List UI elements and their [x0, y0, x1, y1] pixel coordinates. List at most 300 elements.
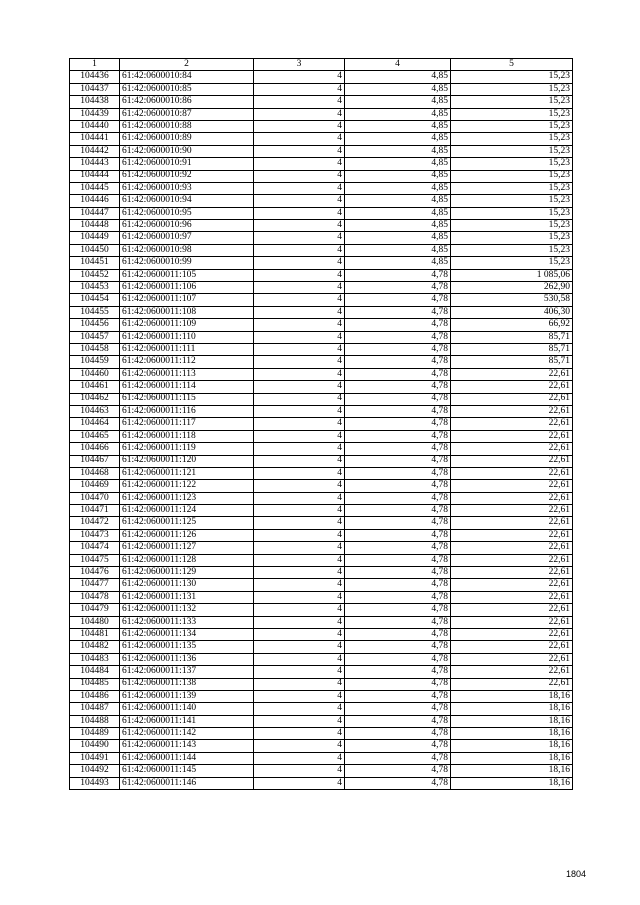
table-cell-col-4: 4,78	[345, 430, 451, 442]
table-cell-col-2: 61:42:0600011:141	[120, 715, 254, 727]
table-cell-col-5: 15,23	[451, 108, 573, 120]
table-cell-col-1: 104473	[70, 529, 120, 541]
table-cell-col-4: 4,78	[345, 628, 451, 640]
table-cell-col-3: 4	[254, 319, 345, 331]
table-cell-col-4: 4,78	[345, 505, 451, 517]
table-cell-col-2: 61:42:0600010:84	[120, 71, 254, 83]
table-row	[70, 108, 573, 120]
table-cell-col-4: 4,78	[345, 777, 451, 789]
table-cell-col-5: 15,23	[451, 96, 573, 108]
table-cell-col-5: 1 085,06	[451, 269, 573, 281]
table-cell-col-3: 4	[254, 480, 345, 492]
table-row	[70, 232, 573, 244]
table-cell-col-3: 4	[254, 641, 345, 653]
table-cell-col-2: 61:42:0600011:116	[120, 405, 254, 417]
column-header-4: 4	[345, 59, 451, 71]
table-cell-col-4: 4,78	[345, 666, 451, 678]
table-cell-col-5: 22,61	[451, 616, 573, 628]
table-cell-col-5: 15,23	[451, 71, 573, 83]
table-cell-col-1: 104474	[70, 542, 120, 554]
table-cell-col-3: 4	[254, 492, 345, 504]
table-cell-col-4: 4,78	[345, 331, 451, 343]
table-cell-col-2: 61:42:0600011:140	[120, 703, 254, 715]
table-cell-col-3: 4	[254, 554, 345, 566]
table-cell-col-3: 4	[254, 269, 345, 281]
table-row	[70, 83, 573, 95]
table-row	[70, 120, 573, 132]
table-cell-col-3: 4	[254, 393, 345, 405]
table-cell-col-4: 4,78	[345, 690, 451, 702]
table-cell-col-1: 104490	[70, 740, 120, 752]
table-cell-col-3: 4	[254, 294, 345, 306]
table-cell-col-1: 104493	[70, 777, 120, 789]
table-cell-col-3: 4	[254, 455, 345, 467]
table-cell-col-3: 4	[254, 777, 345, 789]
table-row	[70, 542, 573, 554]
table-cell-col-4: 4,85	[345, 120, 451, 132]
table-cell-col-4: 4,85	[345, 170, 451, 182]
table-row	[70, 740, 573, 752]
table-cell-col-3: 4	[254, 728, 345, 740]
table-cell-col-3: 4	[254, 517, 345, 529]
table-cell-col-1: 104447	[70, 207, 120, 219]
table-cell-col-5: 15,23	[451, 83, 573, 95]
table-cell-col-1: 104459	[70, 356, 120, 368]
table-cell-col-2: 61:42:0600011:134	[120, 628, 254, 640]
table-cell-col-2: 61:42:0600011:107	[120, 294, 254, 306]
table-cell-col-4: 4,78	[345, 579, 451, 591]
table-row	[70, 467, 573, 479]
table-cell-col-5: 22,61	[451, 678, 573, 690]
table-row	[70, 145, 573, 157]
table-cell-col-2: 61:42:0600011:120	[120, 455, 254, 467]
table-cell-col-1: 104448	[70, 220, 120, 232]
table-cell-col-3: 4	[254, 133, 345, 145]
table-cell-col-1: 104491	[70, 752, 120, 764]
table-cell-col-5: 22,61	[451, 480, 573, 492]
column-header-3: 3	[254, 59, 345, 71]
table-cell-col-3: 4	[254, 591, 345, 603]
table-cell-col-1: 104478	[70, 591, 120, 603]
table-cell-col-5: 406,30	[451, 306, 573, 318]
table-cell-col-3: 4	[254, 282, 345, 294]
table-cell-col-1: 104489	[70, 728, 120, 740]
table-cell-col-3: 4	[254, 368, 345, 380]
table-cell-col-2: 61:42:0600010:90	[120, 145, 254, 157]
table-cell-col-1: 104477	[70, 579, 120, 591]
table-cell-col-3: 4	[254, 579, 345, 591]
table-cell-col-1: 104484	[70, 666, 120, 678]
page-number: 1804	[566, 869, 587, 879]
table-cell-col-2: 61:42:0600011:123	[120, 492, 254, 504]
table-cell-col-2: 61:42:0600011:115	[120, 393, 254, 405]
table-row	[70, 220, 573, 232]
table-cell-col-5: 22,61	[451, 554, 573, 566]
table-cell-col-3: 4	[254, 505, 345, 517]
table-cell-col-3: 4	[254, 703, 345, 715]
table-cell-col-1: 104452	[70, 269, 120, 281]
table-cell-col-1: 104475	[70, 554, 120, 566]
table-cell-col-2: 61:42:0600011:110	[120, 331, 254, 343]
table-cell-col-4: 4,78	[345, 591, 451, 603]
table-cell-col-2: 61:42:0600011:121	[120, 467, 254, 479]
table-cell-col-5: 85,71	[451, 331, 573, 343]
table-cell-col-5: 18,16	[451, 690, 573, 702]
table-cell-col-1: 104439	[70, 108, 120, 120]
table-cell-col-3: 4	[254, 381, 345, 393]
table-cell-col-1: 104446	[70, 195, 120, 207]
table-row	[70, 752, 573, 764]
table-cell-col-2: 61:42:0600011:108	[120, 306, 254, 318]
table-cell-col-2: 61:42:0600010:89	[120, 133, 254, 145]
table-cell-col-3: 4	[254, 666, 345, 678]
table-cell-col-2: 61:42:0600011:146	[120, 777, 254, 789]
table-row	[70, 728, 573, 740]
table-row	[70, 703, 573, 715]
table-cell-col-2: 61:42:0600010:98	[120, 244, 254, 256]
table-row	[70, 381, 573, 393]
table-cell-col-1: 104442	[70, 145, 120, 157]
table-cell-col-4: 4,78	[345, 381, 451, 393]
table-cell-col-5: 22,61	[451, 517, 573, 529]
table-cell-col-5: 22,61	[451, 418, 573, 430]
table-cell-col-1: 104481	[70, 628, 120, 640]
table-cell-col-4: 4,78	[345, 715, 451, 727]
table-row	[70, 505, 573, 517]
table-cell-col-1: 104471	[70, 505, 120, 517]
table-row	[70, 455, 573, 467]
table-cell-col-3: 4	[254, 145, 345, 157]
table-cell-col-1: 104460	[70, 368, 120, 380]
table-cell-col-2: 61:42:0600010:96	[120, 220, 254, 232]
table-cell-col-2: 61:42:0600011:138	[120, 678, 254, 690]
table-cell-col-3: 4	[254, 443, 345, 455]
table-cell-col-1: 104451	[70, 257, 120, 269]
table-row	[70, 591, 573, 603]
table-cell-col-5: 22,61	[451, 393, 573, 405]
table-cell-col-3: 4	[254, 71, 345, 83]
table-cell-col-2: 61:42:0600011:106	[120, 282, 254, 294]
table-cell-col-5: 18,16	[451, 752, 573, 764]
table-cell-col-4: 4,78	[345, 653, 451, 665]
table-cell-col-2: 61:42:0600011:142	[120, 728, 254, 740]
table-cell-col-4: 4,78	[345, 393, 451, 405]
table-cell-col-2: 61:42:0600011:124	[120, 505, 254, 517]
table-body	[70, 71, 573, 790]
table-cell-col-1: 104455	[70, 306, 120, 318]
table-cell-col-5: 15,23	[451, 220, 573, 232]
table-cell-col-2: 61:42:0600010:86	[120, 96, 254, 108]
table-cell-col-2: 61:42:0600011:118	[120, 430, 254, 442]
table-row	[70, 604, 573, 616]
table-cell-col-5: 22,61	[451, 604, 573, 616]
table-cell-col-4: 4,78	[345, 319, 451, 331]
table-cell-col-3: 4	[254, 257, 345, 269]
table-cell-col-5: 22,61	[451, 567, 573, 579]
table-cell-col-1: 104458	[70, 343, 120, 355]
table-cell-col-1: 104454	[70, 294, 120, 306]
table-cell-col-2: 61:42:0600011:112	[120, 356, 254, 368]
table-cell-col-5: 15,23	[451, 145, 573, 157]
table-cell-col-4: 4,78	[345, 418, 451, 430]
table-cell-col-2: 61:42:0600011:128	[120, 554, 254, 566]
table-cell-col-1: 104449	[70, 232, 120, 244]
table-cell-col-4: 4,85	[345, 207, 451, 219]
table-cell-col-5: 22,61	[451, 653, 573, 665]
table-cell-col-2: 61:42:0600011:113	[120, 368, 254, 380]
table-row	[70, 96, 573, 108]
table-cell-col-4: 4,85	[345, 96, 451, 108]
table-row	[70, 244, 573, 256]
table-cell-col-3: 4	[254, 752, 345, 764]
table-cell-col-4: 4,78	[345, 641, 451, 653]
table-cell-col-4: 4,78	[345, 455, 451, 467]
table-cell-col-4: 4,78	[345, 343, 451, 355]
table-row	[70, 207, 573, 219]
table-cell-col-4: 4,78	[345, 567, 451, 579]
table-cell-col-4: 4,85	[345, 182, 451, 194]
table-cell-col-5: 15,23	[451, 195, 573, 207]
table-cell-col-3: 4	[254, 182, 345, 194]
table-cell-col-5: 15,23	[451, 133, 573, 145]
table-cell-col-4: 4,78	[345, 752, 451, 764]
table-cell-col-5: 85,71	[451, 343, 573, 355]
table-cell-col-1: 104485	[70, 678, 120, 690]
table-cell-col-2: 61:42:0600011:105	[120, 269, 254, 281]
table-cell-col-2: 61:42:0600011:137	[120, 666, 254, 678]
table-cell-col-3: 4	[254, 83, 345, 95]
table-cell-col-1: 104483	[70, 653, 120, 665]
table-cell-col-4: 4,78	[345, 517, 451, 529]
table-cell-col-5: 15,23	[451, 207, 573, 219]
table-row	[70, 777, 573, 789]
table-cell-col-3: 4	[254, 170, 345, 182]
table-cell-col-4: 4,78	[345, 542, 451, 554]
table-cell-col-2: 61:42:0600011:145	[120, 765, 254, 777]
table-cell-col-2: 61:42:0600011:117	[120, 418, 254, 430]
table-cell-col-4: 4,78	[345, 294, 451, 306]
table-cell-col-3: 4	[254, 220, 345, 232]
table-cell-col-1: 104472	[70, 517, 120, 529]
table-cell-col-1: 104470	[70, 492, 120, 504]
table-cell-col-2: 61:42:0600011:109	[120, 319, 254, 331]
table-row	[70, 616, 573, 628]
table-cell-col-4: 4,78	[345, 703, 451, 715]
table-cell-col-2: 61:42:0600011:136	[120, 653, 254, 665]
table-cell-col-2: 61:42:0600010:92	[120, 170, 254, 182]
table-cell-col-3: 4	[254, 765, 345, 777]
table-row	[70, 517, 573, 529]
table-cell-col-2: 61:42:0600011:111	[120, 343, 254, 355]
table-cell-col-3: 4	[254, 542, 345, 554]
table-cell-col-3: 4	[254, 678, 345, 690]
table-row	[70, 158, 573, 170]
table-cell-col-5: 18,16	[451, 703, 573, 715]
table-cell-col-2: 61:42:0600011:131	[120, 591, 254, 603]
table-cell-col-1: 104467	[70, 455, 120, 467]
table-cell-col-2: 61:42:0600011:126	[120, 529, 254, 541]
table-row	[70, 257, 573, 269]
table-cell-col-4: 4,85	[345, 220, 451, 232]
table-cell-col-1: 104441	[70, 133, 120, 145]
table-cell-col-1: 104492	[70, 765, 120, 777]
table-cell-col-2: 61:42:0600011:114	[120, 381, 254, 393]
table-cell-col-1: 104450	[70, 244, 120, 256]
table-cell-col-3: 4	[254, 207, 345, 219]
table-cell-col-5: 18,16	[451, 777, 573, 789]
table-cell-col-2: 61:42:0600011:135	[120, 641, 254, 653]
table-cell-col-2: 61:42:0600011:133	[120, 616, 254, 628]
table-row	[70, 356, 573, 368]
table-cell-col-1: 104437	[70, 83, 120, 95]
table-cell-col-5: 22,61	[451, 492, 573, 504]
table-cell-col-1: 104438	[70, 96, 120, 108]
column-header-1: 1	[70, 59, 120, 71]
table-cell-col-5: 262,90	[451, 282, 573, 294]
table-cell-col-4: 4,85	[345, 145, 451, 157]
table-cell-col-5: 22,61	[451, 542, 573, 554]
table-cell-col-1: 104440	[70, 120, 120, 132]
table-cell-col-4: 4,85	[345, 257, 451, 269]
table-cell-col-3: 4	[254, 331, 345, 343]
table-row	[70, 282, 573, 294]
table-cell-col-3: 4	[254, 616, 345, 628]
table-cell-col-5: 18,16	[451, 715, 573, 727]
table-row	[70, 133, 573, 145]
table-cell-col-5: 18,16	[451, 765, 573, 777]
table-row	[70, 443, 573, 455]
table-row	[70, 480, 573, 492]
table-cell-col-4: 4,78	[345, 678, 451, 690]
table-row	[70, 393, 573, 405]
table-cell-col-5: 15,23	[451, 257, 573, 269]
column-header-2: 2	[120, 59, 254, 71]
table-cell-col-5: 22,61	[451, 666, 573, 678]
table-row	[70, 405, 573, 417]
table-cell-col-1: 104487	[70, 703, 120, 715]
table-row	[70, 690, 573, 702]
table-cell-col-1: 104462	[70, 393, 120, 405]
table-row	[70, 579, 573, 591]
table-cell-col-1: 104479	[70, 604, 120, 616]
table-cell-col-1: 104443	[70, 158, 120, 170]
table-row	[70, 765, 573, 777]
table-cell-col-1: 104444	[70, 170, 120, 182]
table-cell-col-4: 4,85	[345, 71, 451, 83]
table-row	[70, 368, 573, 380]
table-cell-col-5: 22,61	[451, 505, 573, 517]
table-cell-col-4: 4,85	[345, 83, 451, 95]
table-row	[70, 182, 573, 194]
table-cell-col-5: 15,23	[451, 120, 573, 132]
table-cell-col-3: 4	[254, 653, 345, 665]
table-cell-col-1: 104464	[70, 418, 120, 430]
table-cell-col-4: 4,78	[345, 368, 451, 380]
table-cell-col-2: 61:42:0600011:143	[120, 740, 254, 752]
table-cell-col-5: 22,61	[451, 368, 573, 380]
table-cell-col-5: 22,61	[451, 430, 573, 442]
table-cell-col-4: 4,85	[345, 158, 451, 170]
table-cell-col-5: 15,23	[451, 244, 573, 256]
table-cell-col-3: 4	[254, 604, 345, 616]
table-cell-col-5: 66,92	[451, 319, 573, 331]
table-cell-col-2: 61:42:0600011:127	[120, 542, 254, 554]
table-cell-col-2: 61:42:0600010:97	[120, 232, 254, 244]
table-cell-col-2: 61:42:0600011:130	[120, 579, 254, 591]
table-cell-col-3: 4	[254, 306, 345, 318]
table-cell-col-2: 61:42:0600010:87	[120, 108, 254, 120]
table-row	[70, 430, 573, 442]
table-cell-col-1: 104453	[70, 282, 120, 294]
table-cell-col-3: 4	[254, 418, 345, 430]
table-cell-col-1: 104465	[70, 430, 120, 442]
table-cell-col-5: 22,61	[451, 467, 573, 479]
table-cell-col-3: 4	[254, 529, 345, 541]
table-cell-col-5: 22,61	[451, 579, 573, 591]
table-cell-col-3: 4	[254, 356, 345, 368]
table-cell-col-4: 4,78	[345, 356, 451, 368]
table-row	[70, 529, 573, 541]
table-cell-col-4: 4,78	[345, 443, 451, 455]
table-cell-col-4: 4,78	[345, 604, 451, 616]
table-cell-col-1: 104488	[70, 715, 120, 727]
table-row	[70, 678, 573, 690]
table-cell-col-5: 15,23	[451, 158, 573, 170]
table-row	[70, 715, 573, 727]
table-cell-col-5: 18,16	[451, 740, 573, 752]
table-cell-col-2: 61:42:0600010:95	[120, 207, 254, 219]
table-cell-col-3: 4	[254, 343, 345, 355]
table-cell-col-3: 4	[254, 120, 345, 132]
table-cell-col-3: 4	[254, 467, 345, 479]
table-row	[70, 319, 573, 331]
table-row	[70, 71, 573, 83]
table-row	[70, 418, 573, 430]
table-cell-col-2: 61:42:0600011:119	[120, 443, 254, 455]
table-cell-col-3: 4	[254, 108, 345, 120]
table-cell-col-3: 4	[254, 430, 345, 442]
table-cell-col-2: 61:42:0600010:93	[120, 182, 254, 194]
table-cell-col-4: 4,78	[345, 480, 451, 492]
table-cell-col-3: 4	[254, 244, 345, 256]
table-cell-col-4: 4,78	[345, 529, 451, 541]
table-cell-col-4: 4,78	[345, 765, 451, 777]
table-cell-col-5: 18,16	[451, 728, 573, 740]
table-row	[70, 492, 573, 504]
table-cell-col-2: 61:42:0600010:99	[120, 257, 254, 269]
table-cell-col-5: 22,61	[451, 641, 573, 653]
table-cell-col-4: 4,85	[345, 108, 451, 120]
table-cell-col-1: 104461	[70, 381, 120, 393]
table-row	[70, 170, 573, 182]
table-cell-col-2: 61:42:0600011:139	[120, 690, 254, 702]
table-cell-col-5: 22,61	[451, 455, 573, 467]
table-cell-col-3: 4	[254, 715, 345, 727]
column-header-5: 5	[451, 59, 573, 71]
table-cell-col-4: 4,85	[345, 195, 451, 207]
table-cell-col-2: 61:42:0600011:122	[120, 480, 254, 492]
table-row	[70, 269, 573, 281]
table-cell-col-2: 61:42:0600011:125	[120, 517, 254, 529]
table-cell-col-2: 61:42:0600011:129	[120, 567, 254, 579]
table-cell-col-1: 104486	[70, 690, 120, 702]
table-cell-col-5: 22,61	[451, 443, 573, 455]
table-cell-col-1: 104476	[70, 567, 120, 579]
table-cell-col-5: 22,61	[451, 381, 573, 393]
table-cell-col-4: 4,78	[345, 405, 451, 417]
table-cell-col-1: 104436	[70, 71, 120, 83]
table-cell-col-5: 22,61	[451, 405, 573, 417]
